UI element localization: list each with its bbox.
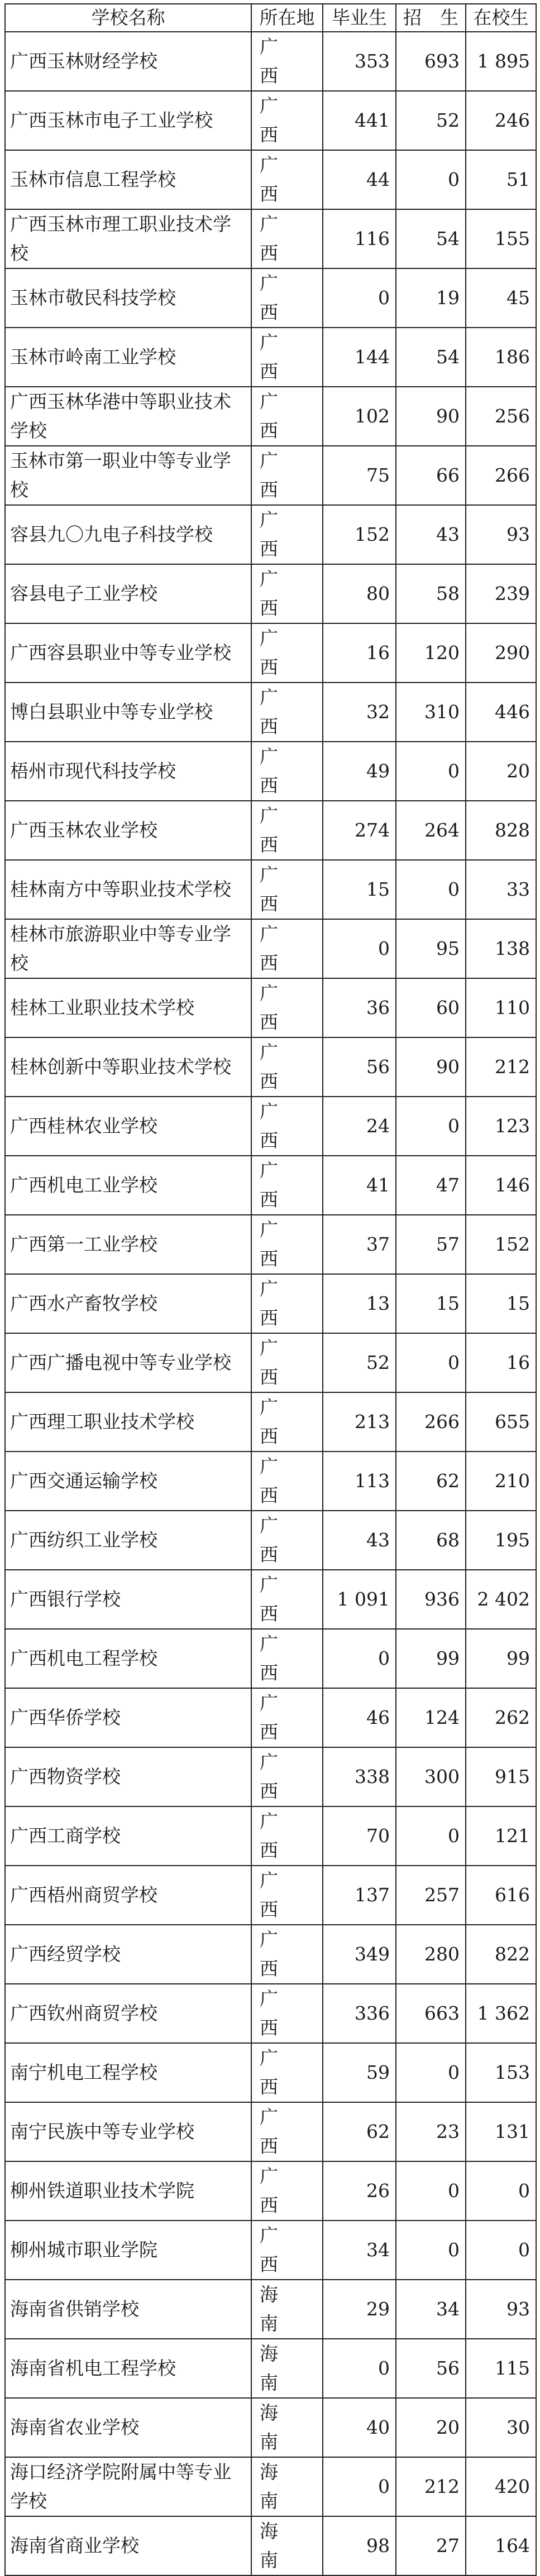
header-row [5,4,536,32]
school-name-cell: 广西经贸学校 [5,1925,251,1984]
students-cell: 1 362 [466,1984,536,2043]
graduates-cell: 59 [323,2043,396,2102]
students-cell: 212 [466,1037,536,1097]
location-cell: 广 西 [251,209,323,268]
graduates-cell: 102 [323,387,396,446]
graduates-cell: 213 [323,1392,396,1452]
enrollment-cell: 120 [396,623,466,683]
enrollment-cell: 20 [396,2398,466,2457]
school-name-cell: 海南省农业学校 [5,2398,251,2457]
graduates-cell: 0 [323,1629,396,1688]
school-name-cell: 广西容县职业中等专业学校 [5,623,251,683]
location-cell: 广 西 [251,2221,323,2280]
enrollment-cell: 68 [396,1511,466,1570]
students-cell: 256 [466,387,536,446]
table-row [5,1866,536,1925]
location-cell: 广 西 [251,505,323,564]
school-name-cell: 玉林市岭南工业学校 [5,328,251,387]
header-location: 所在地 [251,4,323,32]
enrollment-cell: 43 [396,505,466,564]
school-name-cell: 梧州市现代科技学校 [5,742,251,801]
students-cell: 266 [466,446,536,505]
enrollment-cell: 0 [396,742,466,801]
school-name-cell: 广西钦州商贸学校 [5,1984,251,2043]
school-name-cell: 广西工商学校 [5,1806,251,1866]
students-cell: 164 [466,2516,536,2575]
graduates-cell: 34 [323,2221,396,2280]
school-name-cell: 广西物资学校 [5,1747,251,1806]
enrollment-cell: 27 [396,2516,466,2575]
graduates-cell: 40 [323,2398,396,2457]
enrollment-cell: 54 [396,328,466,387]
students-cell: 446 [466,683,536,742]
school-name-cell: 容县电子工业学校 [5,564,251,623]
table-row [5,1215,536,1274]
enrollment-cell: 90 [396,1037,466,1097]
graduates-cell: 338 [323,1747,396,1806]
table-row [5,1097,536,1156]
school-name-cell: 广西桂林农业学校 [5,1097,251,1156]
students-cell: 828 [466,801,536,860]
school-name-cell: 广西玉林华港中等职业技术学校 [5,387,251,446]
graduates-cell: 441 [323,91,396,150]
students-cell: 262 [466,1688,536,1747]
students-cell: 420 [466,2457,536,2516]
students-cell: 915 [466,1747,536,1806]
school-name-cell: 桂林创新中等职业技术学校 [5,1037,251,1097]
enrollment-cell: 936 [396,1570,466,1629]
graduates-cell: 43 [323,1511,396,1570]
table-row [5,387,536,446]
school-name-cell: 广西理工职业技术学校 [5,1392,251,1452]
enrollment-cell: 52 [396,91,466,150]
graduates-cell: 137 [323,1866,396,1925]
location-cell: 广 西 [251,683,323,742]
school-name-cell: 广西机电工业学校 [5,1156,251,1215]
school-name-cell: 玉林市信息工程学校 [5,150,251,209]
graduates-cell: 0 [323,268,396,328]
students-cell: 20 [466,742,536,801]
table-row [5,32,536,91]
graduates-cell: 26 [323,2161,396,2221]
location-cell: 广 西 [251,742,323,801]
table-row [5,91,536,150]
enrollment-cell: 693 [396,32,466,91]
table-row [5,1747,536,1806]
location-cell: 广 西 [251,1806,323,1866]
table-row [5,2339,536,2398]
students-cell: 1 895 [466,32,536,91]
table-row [5,683,536,742]
enrollment-cell: 300 [396,1747,466,1806]
school-name-cell: 南宁民族中等专业学校 [5,2102,251,2161]
location-cell: 广 西 [251,2043,323,2102]
students-cell: 290 [466,623,536,683]
school-name-cell: 容县九〇九电子科技学校 [5,505,251,564]
graduates-cell: 13 [323,1274,396,1333]
graduates-cell: 49 [323,742,396,801]
graduates-cell: 46 [323,1688,396,1747]
header-enrollment: 招 生 [396,4,466,32]
students-cell: 138 [466,919,536,978]
graduates-cell: 0 [323,2457,396,2516]
location-cell: 广 西 [251,860,323,919]
table-row [5,623,536,683]
students-cell: 2 402 [466,1570,536,1629]
location-cell: 广 西 [251,1452,323,1511]
table-row [5,2221,536,2280]
table-row [5,801,536,860]
table-row [5,1570,536,1629]
enrollment-cell: 0 [396,2161,466,2221]
location-cell: 广 西 [251,1984,323,2043]
school-name-cell: 广西华侨学校 [5,1688,251,1747]
table-row [5,2280,536,2339]
school-name-cell: 南宁机电工程学校 [5,2043,251,2102]
location-cell: 广 西 [251,801,323,860]
graduates-cell: 116 [323,209,396,268]
students-cell: 131 [466,2102,536,2161]
location-cell: 广 西 [251,387,323,446]
school-name-cell: 广西水产畜牧学校 [5,1274,251,1333]
enrollment-cell: 0 [396,150,466,209]
students-cell: 30 [466,2398,536,2457]
enrollment-cell: 264 [396,801,466,860]
graduates-cell: 52 [323,1333,396,1392]
students-cell: 0 [466,2161,536,2221]
table-row [5,2043,536,2102]
graduates-cell: 1 091 [323,1570,396,1629]
graduates-cell: 62 [323,2102,396,2161]
table-row [5,1156,536,1215]
graduates-cell: 16 [323,623,396,683]
school-name-cell: 广西玉林市电子工业学校 [5,91,251,150]
graduates-cell: 24 [323,1097,396,1156]
enrollment-cell: 99 [396,1629,466,1688]
location-cell: 广 西 [251,1629,323,1688]
school-name-cell: 海南省供销学校 [5,2280,251,2339]
school-name-cell: 桂林工业职业技术学校 [5,978,251,1037]
students-cell: 45 [466,268,536,328]
location-cell: 海 南 [251,2280,323,2339]
students-cell: 186 [466,328,536,387]
table-row [5,2102,536,2161]
graduates-cell: 44 [323,150,396,209]
graduates-cell: 36 [323,978,396,1037]
students-cell: 239 [466,564,536,623]
school-name-cell: 广西第一工业学校 [5,1215,251,1274]
students-cell: 155 [466,209,536,268]
graduates-cell: 152 [323,505,396,564]
location-cell: 广 西 [251,2161,323,2221]
students-cell: 51 [466,150,536,209]
table-row [5,1333,536,1392]
location-cell: 广 西 [251,1333,323,1392]
enrollment-cell: 95 [396,919,466,978]
location-cell: 广 西 [251,1215,323,1274]
enrollment-cell: 47 [396,1156,466,1215]
graduates-cell: 70 [323,1806,396,1866]
school-name-cell: 海口经济学院附属中等专业学校 [5,2457,251,2516]
location-cell: 广 西 [251,150,323,209]
location-cell: 广 西 [251,1037,323,1097]
graduates-cell: 113 [323,1452,396,1511]
school-name-cell: 广西机电工程学校 [5,1629,251,1688]
school-name-cell: 广西银行学校 [5,1570,251,1629]
school-name-cell: 玉林市敬民科技学校 [5,268,251,328]
graduates-cell: 80 [323,564,396,623]
graduates-cell: 37 [323,1215,396,1274]
enrollment-cell: 212 [396,2457,466,2516]
table-row [5,1037,536,1097]
table-row [5,1511,536,1570]
school-name-cell: 柳州城市职业学院 [5,2221,251,2280]
enrollment-cell: 266 [396,1392,466,1452]
students-cell: 115 [466,2339,536,2398]
location-cell: 广 西 [251,1511,323,1570]
location-cell: 广 西 [251,91,323,150]
graduates-cell: 32 [323,683,396,742]
table-row [5,1984,536,2043]
enrollment-cell: 56 [396,2339,466,2398]
location-cell: 海 南 [251,2457,323,2516]
location-cell: 广 西 [251,1156,323,1215]
location-cell: 广 西 [251,268,323,328]
table-row [5,2161,536,2221]
table-row [5,1925,536,1984]
graduates-cell: 98 [323,2516,396,2575]
table-row [5,446,536,505]
graduates-cell: 144 [323,328,396,387]
graduates-cell: 41 [323,1156,396,1215]
table-row [5,2398,536,2457]
table-row [5,742,536,801]
table-row [5,860,536,919]
location-cell: 海 南 [251,2339,323,2398]
table-row [5,564,536,623]
enrollment-cell: 19 [396,268,466,328]
school-name-cell: 桂林南方中等职业技术学校 [5,860,251,919]
location-cell: 广 西 [251,328,323,387]
enrollment-cell: 34 [396,2280,466,2339]
location-cell: 广 西 [251,1925,323,1984]
students-cell: 15 [466,1274,536,1333]
table-row [5,1274,536,1333]
enrollment-cell: 60 [396,978,466,1037]
students-cell: 16 [466,1333,536,1392]
school-name-cell: 广西纺织工业学校 [5,1511,251,1570]
students-cell: 0 [466,2221,536,2280]
enrollment-cell: 66 [396,446,466,505]
students-cell: 99 [466,1629,536,1688]
enrollment-cell: 124 [396,1688,466,1747]
enrollment-cell: 62 [396,1452,466,1511]
students-cell: 93 [466,505,536,564]
table-row [5,2516,536,2575]
header-students: 在校生 [466,4,536,32]
graduates-cell: 336 [323,1984,396,2043]
location-cell: 广 西 [251,1866,323,1925]
enrollment-cell: 54 [396,209,466,268]
location-cell: 广 西 [251,32,323,91]
enrollment-cell: 0 [396,1333,466,1392]
school-name-cell: 广西广播电视中等专业学校 [5,1333,251,1392]
enrollment-cell: 280 [396,1925,466,1984]
location-cell: 广 西 [251,1274,323,1333]
graduates-cell: 75 [323,446,396,505]
enrollment-cell: 0 [396,2043,466,2102]
location-cell: 海 南 [251,2516,323,2575]
table-row [5,1806,536,1866]
table-row [5,1688,536,1747]
enrollment-cell: 257 [396,1866,466,1925]
location-cell: 广 西 [251,978,323,1037]
table-row [5,919,536,978]
table-row [5,268,536,328]
school-name-cell: 博白县职业中等专业学校 [5,683,251,742]
school-statistics-table [4,3,537,2576]
enrollment-cell: 0 [396,1097,466,1156]
enrollment-cell: 58 [396,564,466,623]
graduates-cell: 0 [323,919,396,978]
table-row [5,209,536,268]
location-cell: 广 西 [251,446,323,505]
enrollment-cell: 23 [396,2102,466,2161]
school-name-cell: 海南省机电工程学校 [5,2339,251,2398]
enrollment-cell: 310 [396,683,466,742]
graduates-cell: 56 [323,1037,396,1097]
location-cell: 广 西 [251,564,323,623]
location-cell: 广 西 [251,623,323,683]
enrollment-cell: 57 [396,1215,466,1274]
students-cell: 616 [466,1866,536,1925]
table-row [5,2457,536,2516]
graduates-cell: 349 [323,1925,396,1984]
enrollment-cell: 0 [396,2221,466,2280]
table-row [5,1452,536,1511]
students-cell: 195 [466,1511,536,1570]
school-name-cell: 柳州铁道职业技术学院 [5,2161,251,2221]
table-row [5,978,536,1037]
students-cell: 210 [466,1452,536,1511]
students-cell: 153 [466,2043,536,2102]
students-cell: 146 [466,1156,536,1215]
students-cell: 822 [466,1925,536,1984]
school-name-cell: 玉林市第一职业中等专业学校 [5,446,251,505]
enrollment-cell: 15 [396,1274,466,1333]
location-cell: 广 西 [251,1747,323,1806]
students-cell: 152 [466,1215,536,1274]
students-cell: 123 [466,1097,536,1156]
school-name-cell: 广西玉林农业学校 [5,801,251,860]
location-cell: 广 西 [251,1392,323,1452]
school-name-cell: 桂林市旅游职业中等专业学校 [5,919,251,978]
table-row [5,150,536,209]
students-cell: 110 [466,978,536,1037]
header-school-name: 学校名称 [5,4,251,32]
school-name-cell: 广西梧州商贸学校 [5,1866,251,1925]
table-row [5,328,536,387]
school-name-cell: 海南省商业学校 [5,2516,251,2575]
graduates-cell: 0 [323,2339,396,2398]
table-row [5,1392,536,1452]
graduates-cell: 15 [323,860,396,919]
graduates-cell: 274 [323,801,396,860]
students-cell: 655 [466,1392,536,1452]
graduates-cell: 29 [323,2280,396,2339]
school-name-cell: 广西玉林市理工职业技术学校 [5,209,251,268]
location-cell: 广 西 [251,1688,323,1747]
table-row [5,1629,536,1688]
students-cell: 33 [466,860,536,919]
enrollment-cell: 0 [396,1806,466,1866]
enrollment-cell: 90 [396,387,466,446]
graduates-cell: 353 [323,32,396,91]
school-name-cell: 广西交通运输学校 [5,1452,251,1511]
enrollment-cell: 663 [396,1984,466,2043]
students-cell: 121 [466,1806,536,1866]
location-cell: 广 西 [251,1097,323,1156]
location-cell: 广 西 [251,1570,323,1629]
header-graduates: 毕业生 [323,4,396,32]
students-cell: 246 [466,91,536,150]
table-row [5,505,536,564]
enrollment-cell: 0 [396,860,466,919]
location-cell: 广 西 [251,2102,323,2161]
students-cell: 93 [466,2280,536,2339]
school-name-cell: 广西玉林财经学校 [5,32,251,91]
location-cell: 广 西 [251,919,323,978]
location-cell: 海 南 [251,2398,323,2457]
